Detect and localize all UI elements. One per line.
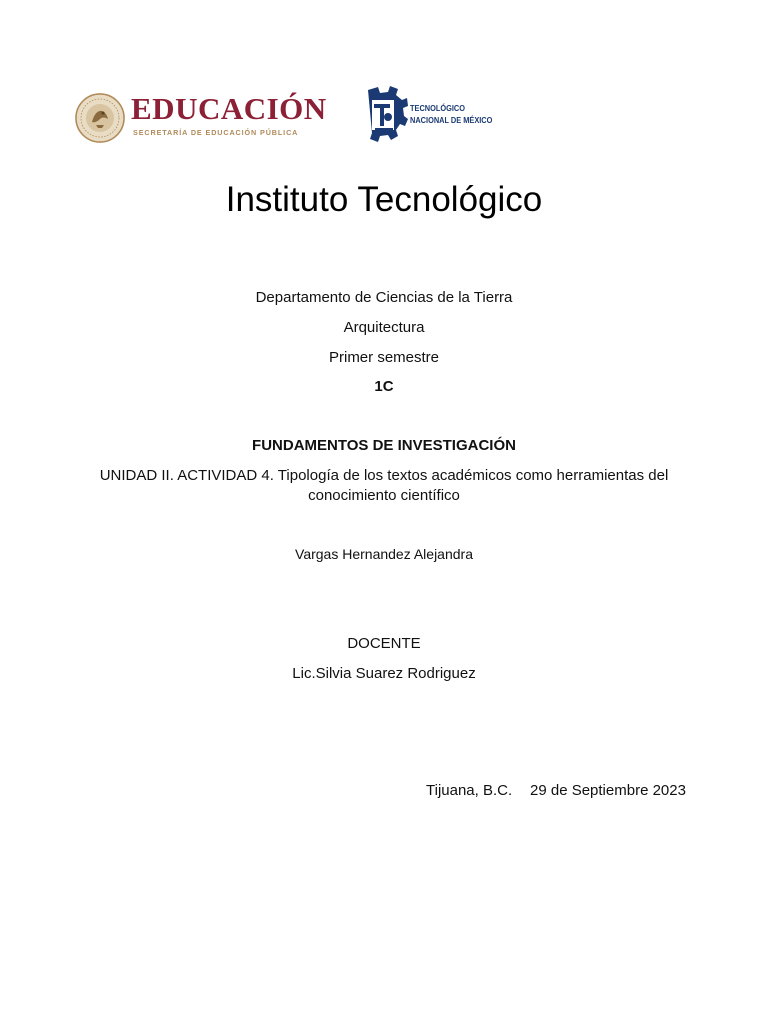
page-title: Instituto Tecnológico (225, 180, 543, 219)
subject: FUNDAMENTOS DE INVESTIGACIÓN (252, 437, 516, 454)
student-name: Vargas Hernandez Alejandra (295, 546, 473, 562)
teacher-label: DOCENTE (347, 635, 421, 652)
tecnm-logo (362, 82, 504, 148)
date: 29 de Septiembre 2023 (530, 782, 686, 799)
career: Arquitectura (343, 319, 425, 336)
activity-title: UNIDAD II. ACTIVIDAD 4. Tipología de los textos académicos como herramientas del conocimiento científico (99, 467, 669, 504)
department: Departamento de Ciencias de la Tierra (255, 289, 513, 306)
national-seal-icon (74, 92, 126, 144)
teacher-name: Lic.Silvia Suarez Rodriguez (292, 665, 476, 682)
semester: Primer semestre (328, 349, 440, 366)
place: Tijuana, B.C. (426, 782, 513, 799)
tecnm-gear-icon (364, 84, 408, 146)
sep-wordmark: EDUCACIÓN (131, 91, 327, 126)
tecnm-wordmark (410, 102, 492, 126)
sep-subtitle: SECRETARÍA DE EDUCACIÓN PÚBLICA (133, 128, 299, 137)
group: 1C (374, 378, 394, 395)
tecnm-line-2: NACIONAL DE MÉXICO (410, 115, 493, 125)
tecnm-line-1: TECNOLÓGICO (410, 103, 466, 113)
sep-logo (74, 88, 327, 148)
